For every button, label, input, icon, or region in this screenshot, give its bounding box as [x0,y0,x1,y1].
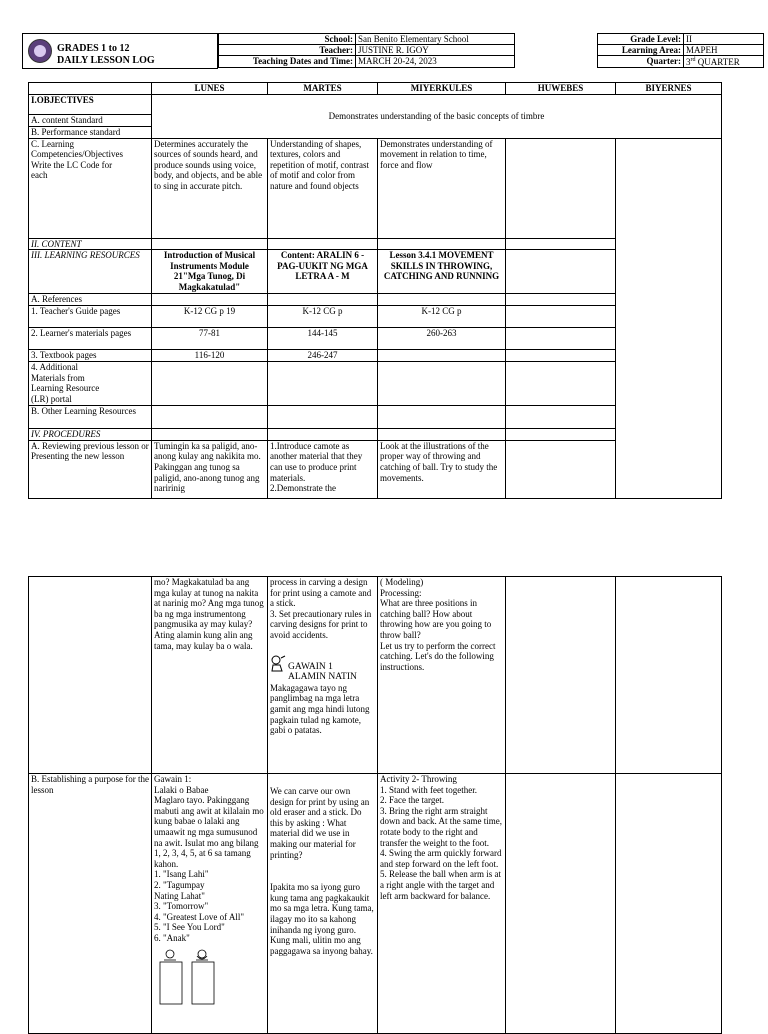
performance-standard-label: B. Performance standard [29,126,152,138]
reviewing-lesson-label: A. Reviewing previous lesson or Presenting the new lesson [29,440,152,498]
learning-resources-heading: III. LEARNING RESOURCES [29,250,152,294]
purpose-lunes-text: Gawain 1: Lalaki o Babae Maglaro tayo. Pakinggang mabuti ang awit at kilalain mo kung babae o lalaki ang umaawit ng mga sumusunod na awit. Isulat mo ang bilang 1, 2, 3, 4, 5, at 6 sa tamang kahon. 1. "Isang Lahi" 2. "Tagumpay Nating Lahat" 3. "Tomorrow" 4. "Greatest Love of All" 5. "I See You Lord" 6. "Anak" [154,774,264,943]
day-header-martes: MARTES [268,83,378,95]
continued-lunes: mo? Magkakatulad ba ang mga kulay at tunog na nakita at narinig mo? Ang mga tunog ba ng mga instrumentong pangmusika ay may kulay? Ating alamin kung alin ang tama, may kulay ba o wala. [152,577,268,774]
purpose-martes-text-1: We can carve our own design for print by using an old eraser and a stick. Do this by asking : What material did we use in making our material for printing? [270,786,370,860]
learning-area-label: Learning Area: [598,45,684,56]
quarter-value [684,56,764,68]
learners-materials-martes: 144-145 [268,328,378,350]
deped-seal-icon [28,39,52,63]
student-writing-icon [270,655,286,673]
grade-level-value: II [684,34,764,45]
teaching-dates-value: MARCH 20-24, 2023 [356,56,515,68]
learners-materials-miyerkules: 260-263 [378,328,506,350]
day-header-huwebes: HUWEBES [506,83,616,95]
objectives-heading: I.OBJECTIVES [29,94,152,114]
content-standard-label: A. content Standard [29,114,152,126]
day-header-lunes: LUNES [152,83,268,95]
header-title-1: GRADES 1 to 12 [57,43,130,54]
competencies-lunes: Determines accurately the sources of sounds heard, and produce sounds using voice, body, and objects, and be able to sing in accurate pitch. [152,138,268,238]
lesson-log-table-page2 [28,576,722,1034]
purpose-martes [268,774,378,1034]
teaching-dates-label: Teaching Dates and Time: [219,56,356,68]
teacher-label: Teacher: [219,45,356,56]
gawain-title: GAWAIN 1 ALAMIN NATIN [288,661,357,683]
quarter-suffix: rd [690,57,696,63]
learners-materials-lunes: 77-81 [152,328,268,350]
day-header-miyerkules: MIYERKULES [378,83,506,95]
textbook-pages-label: 3. Textbook pages [29,350,152,362]
continued-martes-text: process in carving a design for print using a camote and a stick. 3. Set precautionary rules in carving designs for print to avoid accidents. [270,577,372,640]
header [22,33,740,69]
competencies-miyerkules: Demonstrates understanding of movement in relation to time, force and flow [378,138,506,238]
quarter-label: Quarter: [598,56,684,68]
grade-level-label: Grade Level: [598,34,684,45]
learners-materials-label: 2. Learner's materials pages [29,328,152,350]
textbook-pages-lunes: 116-120 [152,350,268,362]
reviewing-martes: 1.Introduce camote as another material that they can use to produce print materials. 2.Demonstrate the [268,440,378,498]
resources-lunes: Introduction of Musical Instruments Module 21"Mga Tunog, Di Magkakatulad" [152,250,268,294]
continued-miyerkules: ( Modeling) Processing: What are three positions in catching ball? How about throwing how are you going to throw ball? Let us try to perform the correct catching. Let's do the following instructions. [378,577,506,774]
purpose-miyerkules: Activity 2- Throwing 1. Stand with feet together. 2. Face the target. 3. Bring the right arm straight down and back. At the same time, rotate body to the right and transfer the weight to the foot. 4. Swing the arm quickly forward and step forward on the left foot. 5. Release the ball when arm is at a right angle with the target and left arm backward for balance. [378,774,506,1034]
establishing-purpose-label: B. Establishing a purpose for the lesson [29,774,152,1034]
teachers-guide-miyerkules: K-12 CG p [378,306,506,328]
quarter-number: 3 [686,57,691,67]
competencies-label: C. Learning Competencies/Objectives Write the LC Code for each [29,138,152,238]
learning-area-value: MAPEH [684,45,764,56]
school-value: San Benito Elementary School [356,34,515,45]
header-title-box [22,33,218,69]
resources-martes: Content: ARALIN 6 - PAG-UUKIT NG MGA LETRA A - M [268,250,378,294]
procedures-heading: IV. PROCEDURES [29,429,152,441]
teacher-value: JUSTINE R. IGOY [356,45,515,56]
boy-girl-podium-illustration [154,946,224,1006]
gawain-text: Makagagawa tayo ng panglimbag na mga letra gamit ang mga hindi lutong pagkain tulad ng kamote, gabi o patatas. [270,682,370,736]
other-resources-label: B. Other Learning Resources [29,406,152,429]
textbook-pages-martes: 246-247 [268,350,378,362]
quarter-text: QUARTER [695,57,740,67]
reviewing-lunes: Tumingin ka sa paligid, ano-anong kulay ang nakikita mo. Pakinggan ang tunog sa paligid, ano-anong tunog ang naririnig [152,440,268,498]
teachers-guide-label: 1. Teacher's Guide pages [29,306,152,328]
day-header-biyernes: BIYERNES [616,83,722,95]
reviewing-miyerkules: Look at the illustrations of the proper way of throwing and catching of ball. Try to study the movements. [378,440,506,498]
teachers-guide-martes: K-12 CG p [268,306,378,328]
header-title-2: DAILY LESSON LOG [57,55,155,66]
content-standard-text: Demonstrates understanding of the basic concepts of timbre [152,94,722,138]
purpose-lunes [152,774,268,1034]
header-info-table [218,33,764,68]
school-label: School: [219,34,356,45]
resources-miyerkules: Lesson 3.4.1 MOVEMENT SKILLS IN THROWING, CATCHING AND RUNNING [378,250,506,294]
content-heading: II. CONTENT [29,238,152,250]
purpose-martes-text-2: Ipakita mo sa iyong guro kung tama ang pagkakaukit mo sa mga letra. Kung tama, ilagay mo ito sa kahong inihanda ng iyong guro. Kung mali, ulitin mo ang paggagawa sa inyong bahay. [270,882,374,956]
continued-martes [268,577,378,774]
lesson-log-table-page1 [28,82,722,499]
teachers-guide-lunes: K-12 CG p 19 [152,306,268,328]
competencies-martes: Understanding of shapes, textures, colors and repetition of motif, contrast of motif and color from nature and found objects [268,138,378,238]
gawain-block [270,655,375,736]
additional-materials-label: 4. Additional Materials from Learning Resource (LR) portal [29,362,152,406]
references-label: A. References [29,294,152,306]
